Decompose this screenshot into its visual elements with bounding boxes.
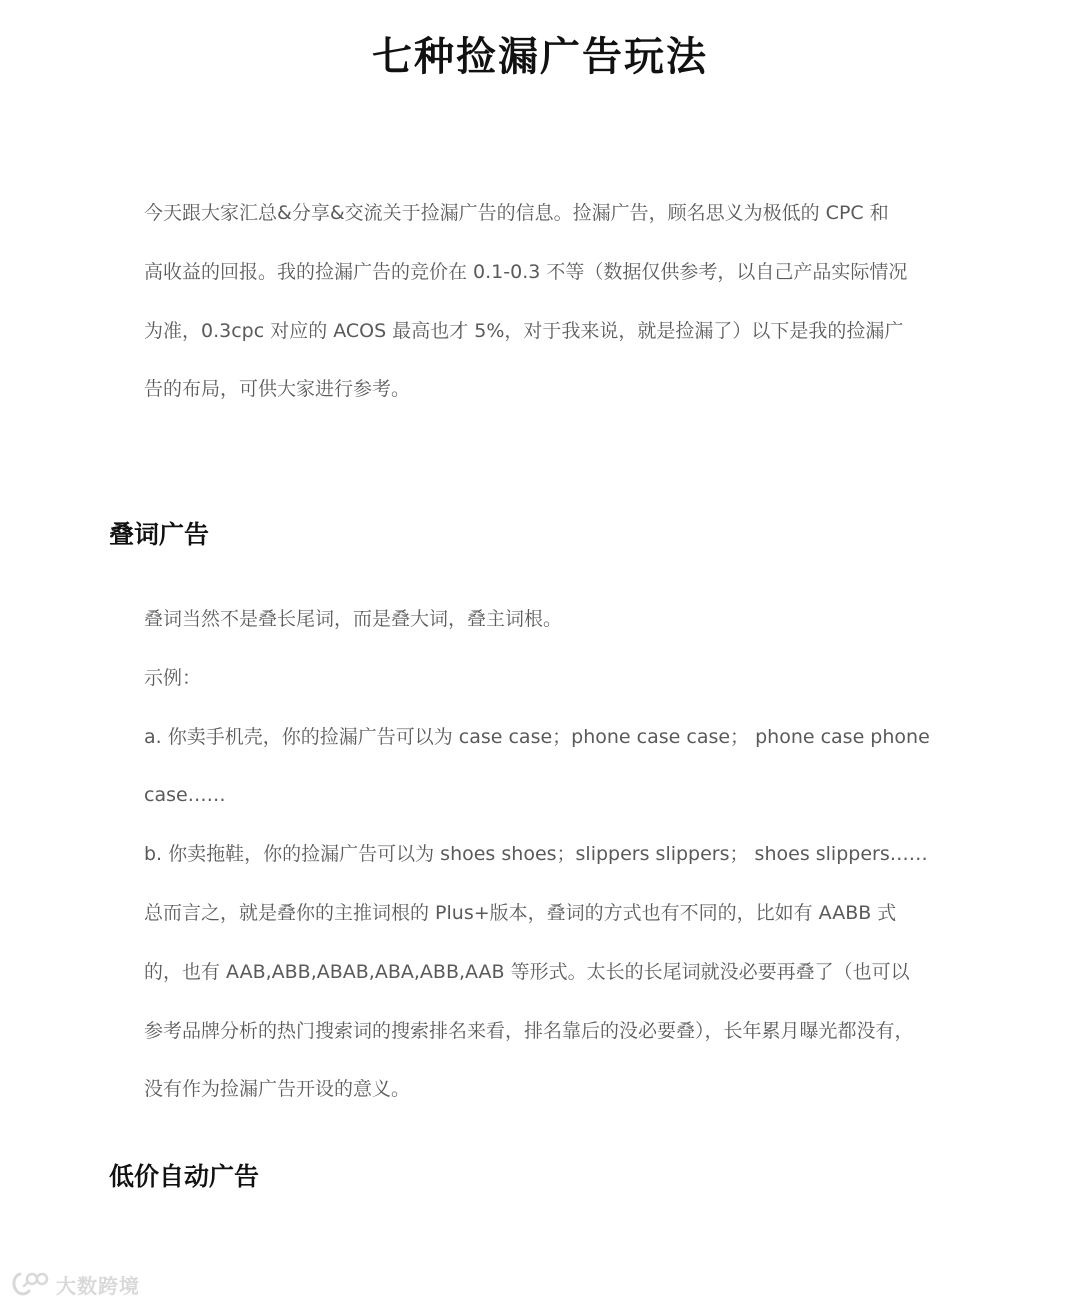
body-line: 总而言之，就是叠你的主推词根的 Plus+版本，叠词的方式也有不同的，比如有 AABB 式 bbox=[144, 901, 897, 924]
body-line: 没有作为捡漏广告开设的意义。 bbox=[144, 1078, 411, 1101]
body-line: case…… bbox=[144, 784, 226, 807]
body-line: 参考品牌分析的热门搜索词的搜索排名来看，排名靠后的没必要叠），长年累月曝光都没有， bbox=[144, 1019, 914, 1042]
section-body-reduplicated-ads bbox=[144, 590, 944, 1119]
intro-line: 高收益的回报。我的捡漏广告的竞价在 0.1-0.3 不等（数据仅供参考，以自己产品实际情况 bbox=[144, 260, 908, 283]
body-line: 示例： bbox=[144, 666, 202, 689]
body-line: 叠词当然不是叠长尾词，而是叠大词，叠主词根。 bbox=[144, 608, 563, 630]
body-line: 的，也有 AAB,ABB,ABAB,ABA,ABB,AAB 等形式。太长的长尾词就没必要再叠了（也可以 bbox=[144, 960, 910, 983]
watermark-text: 大数跨境 bbox=[56, 1273, 140, 1298]
intro-line: 为准，0.3cpc 对应的 ACOS 最高也才 5%，对于我来说，就是捡漏了）以下是我的捡漏广 bbox=[144, 319, 904, 342]
intro-line: 今天跟大家汇总&分享&交流关于捡漏广告的信息。捡漏广告，顾名思义为极低的 CPC 和 bbox=[144, 202, 889, 224]
intro-line: 告的布局，可供大家进行参考。 bbox=[144, 378, 411, 401]
body-line: b. 你卖拖鞋，你的捡漏广告可以为 shoes shoes；slippers slippers； shoes slippers…… bbox=[144, 843, 928, 866]
intro-paragraph bbox=[144, 184, 944, 419]
body-line: a. 你卖手机壳，你的捡漏广告可以为 case case；phone case case； phone case phone bbox=[144, 725, 930, 748]
section-heading-low-price-auto-ads: 低价自动广告 bbox=[109, 1162, 260, 1191]
brand-logo-icon bbox=[10, 1270, 50, 1298]
watermark bbox=[10, 1268, 140, 1300]
page-title: 七种捡漏广告玩法 bbox=[372, 33, 708, 80]
section-heading-reduplicated-ads: 叠词广告 bbox=[109, 520, 210, 549]
